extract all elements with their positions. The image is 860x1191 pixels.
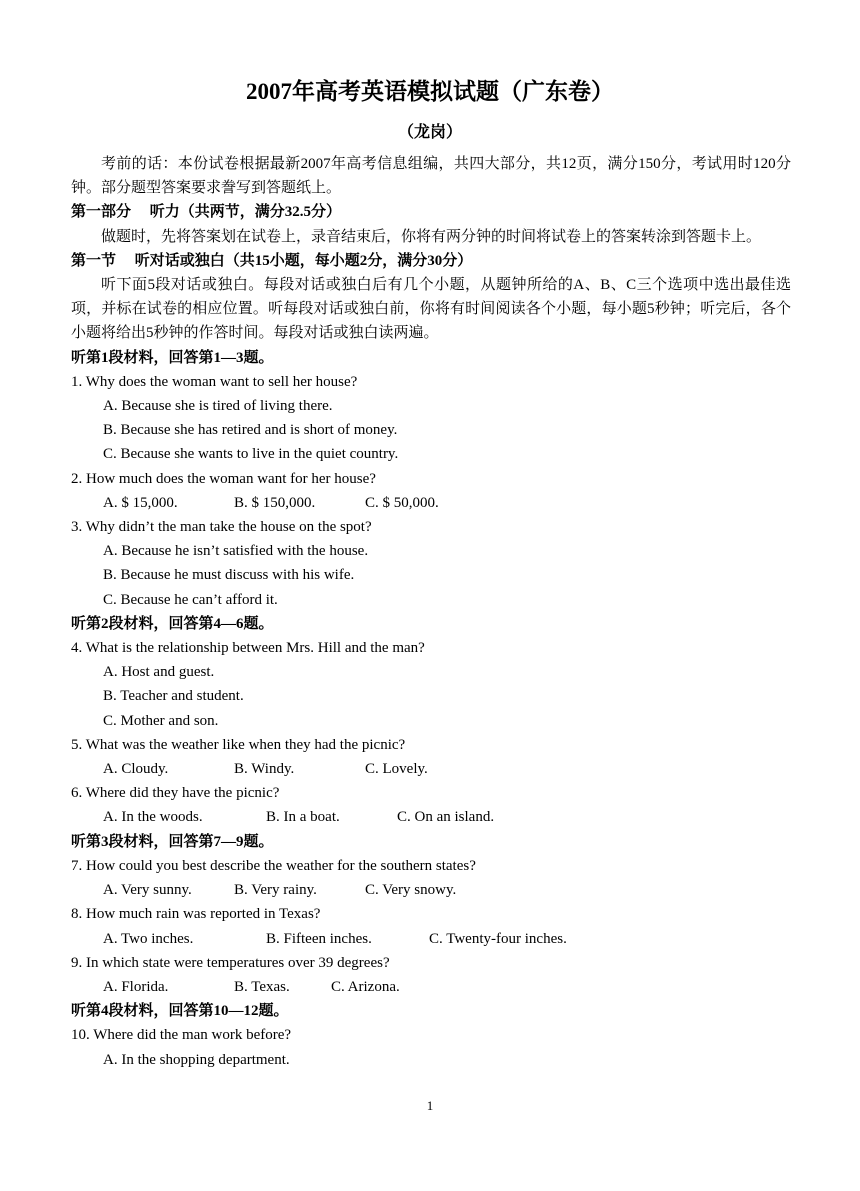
question-4: 4. What is the relationship between Mrs. Hill and the man?	[71, 640, 425, 657]
option-5a: A. Cloudy.	[103, 761, 169, 778]
option-3c: C. Because he can’t afford it.	[103, 591, 278, 608]
section1-heading: 第一节 听对话或独白（共15小题，每小题2分，满分30分）	[71, 252, 473, 269]
question-1: 1. Why does the woman want to sell her house?	[71, 373, 358, 390]
group-heading: 听第4段材料，回答第10—12题。	[71, 1003, 289, 1020]
options-row-7	[71, 878, 791, 902]
option-7c: C. Very snowy.	[365, 882, 457, 899]
options-row-9	[71, 975, 791, 999]
part1-heading: 第一部分 听力（共两节，满分32.5分）	[71, 204, 342, 221]
option-6c: C. On an island.	[397, 809, 495, 826]
question-9: 9. In which state were temperatures over 39 degrees?	[71, 954, 390, 971]
page-title: 2007年高考英语模拟试题（广东卷）	[246, 79, 614, 104]
option-4a: A. Host and guest.	[103, 664, 215, 681]
option-2b: B. $ 150,000.	[234, 494, 316, 511]
options-row-2	[71, 491, 791, 515]
option-4b: B. Teacher and student.	[103, 688, 244, 705]
option-4c: C. Mother and son.	[103, 712, 219, 729]
exam-content	[71, 152, 791, 1072]
option-1a: A. Because she is tired of living there.	[103, 398, 333, 415]
intro-paragraph: 考前的话：本份试卷根据最新2007年高考信息组编，共四大部分，共12页，满分150分，考试用时120分钟。部分题型答案要求誊写到答题纸上。	[71, 156, 791, 197]
section1-instructions: 听下面5段对话或独白。每段对话或独白后有几个小题，从题钟所给的A、B、C三个选项中选出最佳选项，并标在试卷的相应位置。听每段对话或独白前，你将有时间阅读各个小题，每小题5秒钟；听完后，各个小题将给出5秒钟的作答时间。每段对话或独白读两遍。	[71, 277, 791, 342]
option-6a: A. In the woods.	[103, 809, 203, 826]
question-2: 2. How much does the woman want for her house?	[71, 470, 376, 487]
option-3b: B. Because he must discuss with his wife.	[103, 567, 355, 584]
option-3a: A. Because he isn’t satisfied with the house.	[103, 543, 369, 560]
option-6b: B. In a boat.	[266, 809, 340, 826]
part1-instructions: 做题时，先将答案划在试卷上，录音结束后，你将有两分钟的时间将试卷上的答案转涂到答题卡上。	[101, 228, 762, 245]
option-1b: B. Because she has retired and is short of money.	[103, 422, 398, 439]
question-10: 10. Where did the man work before?	[71, 1027, 292, 1044]
option-8a: A. Two inches.	[103, 930, 194, 947]
option-5c: C. Lovely.	[365, 761, 428, 778]
option-7b: B. Very rainy.	[234, 882, 317, 899]
group-heading: 听第2段材料，回答第4—6题。	[71, 615, 274, 632]
question-5: 5. What was the weather like when they had the picnic?	[71, 736, 406, 753]
option-8b: B. Fifteen inches.	[266, 930, 372, 947]
question-6: 6. Where did they have the picnic?	[71, 785, 280, 802]
question-3: 3. Why didn’t the man take the house on the spot?	[71, 519, 372, 536]
option-1c: C. Because she wants to live in the quiet country.	[103, 446, 399, 463]
question-8: 8. How much rain was reported in Texas?	[71, 906, 321, 923]
option-2c: C. $ 50,000.	[365, 494, 439, 511]
page-subtitle: （龙岗）	[397, 124, 462, 141]
options-row-5	[71, 757, 791, 781]
option-2a: A. $ 15,000.	[103, 494, 178, 511]
group-heading: 听第3段材料，回答第7—9题。	[71, 833, 274, 850]
options-row-8	[71, 927, 791, 951]
option-9a: A. Florida.	[103, 978, 169, 995]
group-heading: 听第1段材料，回答第1—3题。	[71, 349, 274, 366]
option-9c: C. Arizona.	[331, 978, 400, 995]
option-7a: A. Very sunny.	[103, 882, 192, 899]
page-number: 1	[426, 1098, 434, 1113]
options-row-6	[71, 805, 791, 829]
option-5b: B. Windy.	[234, 761, 295, 778]
question-7: 7. How could you best describe the weather for the southern states?	[71, 857, 476, 874]
option-10a: A. In the shopping department.	[103, 1051, 290, 1068]
option-8c: C. Twenty-four inches.	[429, 930, 567, 947]
option-9b: B. Texas.	[234, 978, 290, 995]
